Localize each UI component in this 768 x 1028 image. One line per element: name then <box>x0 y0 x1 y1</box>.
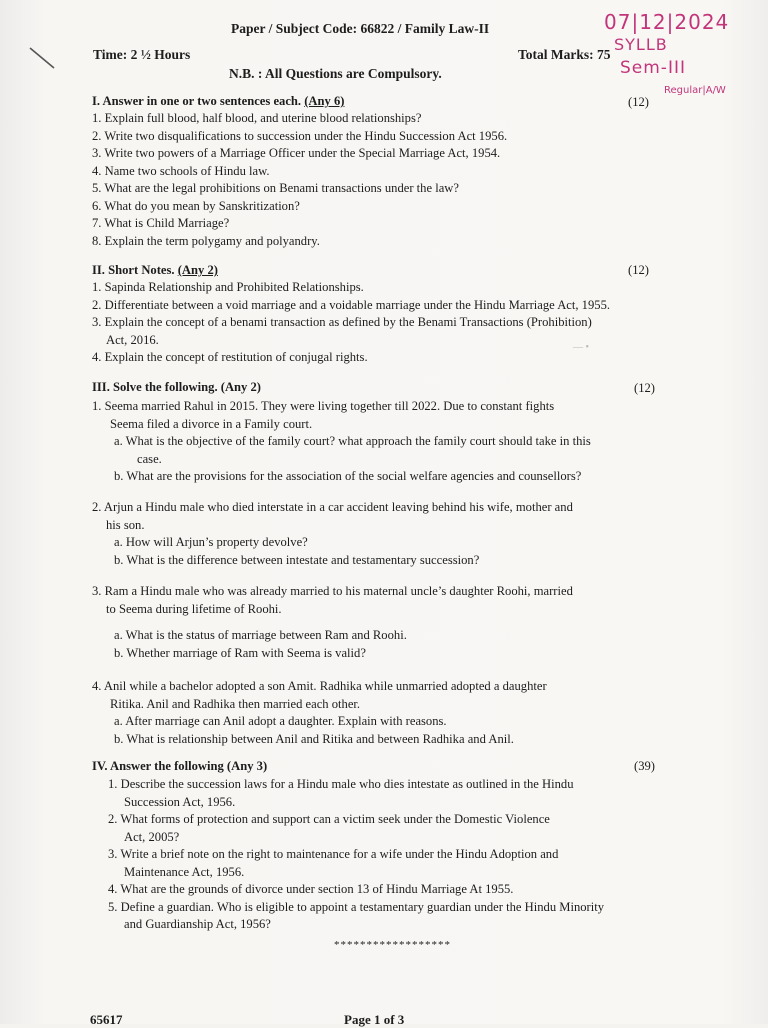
section-3-marks: (12) <box>634 381 655 395</box>
handwritten-semester: Sem-III <box>620 58 686 78</box>
question-text: 1. Seema married Rahul in 2015. They were living together till 2022. Due to constant fights <box>92 399 555 413</box>
exam-time: Time: 2 ½ Hours <box>93 47 191 62</box>
list-item: Act, 2005? <box>124 829 180 844</box>
list-item: 3. Write two powers of a Marriage Officer under the Special Marriage Act, 1954. <box>92 146 501 160</box>
list-item: 1. Sapinda Relationship and Prohibited Relationships. <box>92 280 364 294</box>
list-item: 6. What do you mean by Sanskritization? <box>92 198 300 213</box>
section-3-question-3 <box>92 583 573 618</box>
section-3-heading: III. Solve the following. (Any 2) <box>92 380 261 394</box>
sub-question: a. What is the objective of the family court? what approach the family court should take in this <box>114 434 591 448</box>
section-4-marks: (39) <box>634 759 655 773</box>
list-item: 3. Write a brief note on the right to maintenance for a wife under the Hindu Adoption and <box>108 847 559 861</box>
section-3-question-2 <box>92 499 573 569</box>
section-1-list <box>92 110 507 250</box>
list-item: Act, 2016. <box>106 332 159 347</box>
paper-code-title: Paper / Subject Code: 66822 / Family Law-II <box>231 21 490 36</box>
handwritten-course: SYLLB <box>614 35 668 54</box>
section-1-heading <box>92 94 344 109</box>
list-item: 2. Write two disqualifications to succession under the Hindu Succession Act 1956. <box>92 128 508 143</box>
sub-question: case. <box>137 451 162 466</box>
list-item: 5. Define a guardian. Who is eligible to appoint a testamentary guardian under the Hindu Minority <box>108 899 605 914</box>
list-item: 3. Explain the concept of a benami transaction as defined by the Benami Transactions (Prohibition) <box>92 315 592 329</box>
sub-question: b. Whether marriage of Ram with Seema is valid? <box>114 645 366 660</box>
list-item: 1. Describe the succession laws for a Hindu male who dies intestate as outlined in the Hindu <box>108 777 574 791</box>
section-3-question-1 <box>92 398 591 486</box>
section-2-marks: (12) <box>628 263 649 277</box>
question-text: Seema filed a divorce in a Family court. <box>110 416 313 431</box>
section-3-question-3-subs <box>92 627 407 662</box>
handwritten-date: 07|12|2024 <box>604 10 730 34</box>
footer-code: 65617 <box>90 1012 123 1027</box>
instructions-note: N.B. : All Questions are Compulsory. <box>229 66 442 81</box>
list-item: 7. What is Child Marriage? <box>92 216 230 230</box>
sub-question: a. What is the status of marriage between Ram and Roohi. <box>114 628 407 642</box>
scan-smudge: — • <box>573 342 590 353</box>
list-item: and Guardianship Act, 1956? <box>124 917 271 931</box>
question-text: 4. Anil while a bachelor adopted a son Amit. Radhika while unmarried adopted a daughter <box>92 679 547 693</box>
footer-page-number: Page 1 of 3 <box>344 1012 405 1027</box>
section-1-marks: (12) <box>628 95 649 109</box>
handwritten-exam-type: Regular|A/W <box>664 85 726 96</box>
sub-question: a. How will Arjun’s property devolve? <box>114 535 308 549</box>
list-item: 8. Explain the term polygamy and polyandry. <box>92 233 320 248</box>
section-2-choice: (Any 2) <box>177 263 218 277</box>
list-item: Maintenance Act, 1956. <box>124 864 245 879</box>
list-item: 4. Name two schools of Hindu law. <box>92 163 270 178</box>
end-of-paper-marker: ****************** <box>334 939 451 951</box>
section-4-heading: IV. Answer the following (Any 3) <box>92 759 268 773</box>
section-1-choice: (Any 6) <box>304 94 345 108</box>
section-1-title: I. Answer in one or two sentences each. <box>92 94 305 108</box>
question-text: his son. <box>106 517 145 532</box>
section-2-heading <box>92 263 218 278</box>
section-2-title: II. Short Notes. <box>92 263 178 277</box>
sub-question: b. What are the provisions for the association of the social welfare agencies and counsellors? <box>114 469 582 483</box>
section-3-question-4 <box>92 678 547 748</box>
list-item: 2. Differentiate between a void marriage and a voidable marriage under the Hindu Marriage Act, 1955. <box>92 297 611 312</box>
section-2-list <box>92 279 610 367</box>
question-text: to Seema during lifetime of Roohi. <box>106 601 282 616</box>
list-item: 1. Explain full blood, half blood, and uterine blood relationships? <box>92 111 422 125</box>
list-item: Succession Act, 1956. <box>124 794 236 809</box>
list-item: 4. Explain the concept of restitution of conjugal rights. <box>92 350 368 364</box>
section-4-list <box>108 776 604 934</box>
list-item: 5. What are the legal prohibitions on Benami transactions under the law? <box>92 181 459 195</box>
sub-question: b. What is the difference between intestate and testamentary succession? <box>114 552 480 567</box>
question-text: 3. Ram a Hindu male who was already married to his maternal uncle’s daughter Roohi, married <box>92 584 573 598</box>
question-text: Ritika. Anil and Radhika then married each other. <box>110 696 361 711</box>
pen-stroke-mark <box>28 46 58 72</box>
total-marks: Total Marks: 75 <box>518 47 611 62</box>
sub-question: a. After marriage can Anil adopt a daughter. Explain with reasons. <box>114 714 447 728</box>
question-text: 2. Arjun a Hindu male who died interstate in a car accident leaving behind his wife, mother and <box>92 500 573 514</box>
sub-question: b. What is relationship between Anil and Ritika and between Radhika and Anil. <box>114 731 514 746</box>
list-item: 2. What forms of protection and support can a victim seek under the Domestic Violence <box>108 812 550 826</box>
list-item: 4. What are the grounds of divorce under section 13 of Hindu Marriage At 1955. <box>108 882 514 896</box>
